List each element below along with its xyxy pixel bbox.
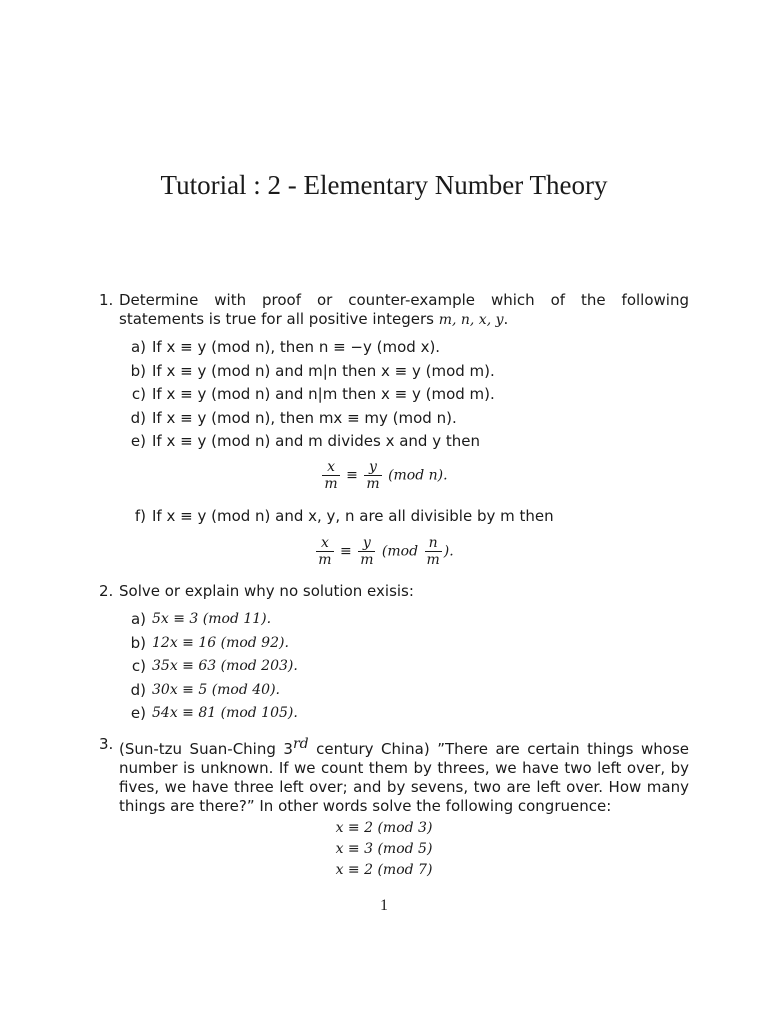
item-text: 5x ≡ 3 (mod 11). bbox=[152, 611, 272, 627]
denominator: m bbox=[426, 552, 440, 568]
list-item bbox=[99, 632, 689, 656]
question-text-part: century China) ”There are certain things whose number is unknown. If we count them by threes, we have two left over, by fives, we have three left over; and by sevens, two are left over. How many things are there?” In other words solve the following congruence: bbox=[119, 740, 689, 815]
list-item bbox=[99, 505, 689, 529]
item-label: e) bbox=[130, 432, 146, 450]
numerator: y bbox=[358, 535, 375, 552]
modulus-text: (mod n). bbox=[388, 467, 448, 484]
list-item bbox=[99, 430, 689, 454]
question-2 bbox=[99, 582, 689, 601]
item-text: If x ≡ y (mod n) and m|n then x ≡ y (mod m). bbox=[152, 361, 495, 380]
congruence-line: x ≡ 2 (mod 3) bbox=[335, 820, 433, 836]
list-item bbox=[99, 702, 689, 726]
item-text: If x ≡ y (mod n) and x, y, n are all divisible by m then bbox=[152, 507, 554, 525]
item-text: If x ≡ y (mod n), then mx ≡ my (mod n). bbox=[152, 408, 457, 427]
display-equation-f bbox=[0, 535, 768, 568]
page-title: Tutorial : 2 - Elementary Number Theory bbox=[160, 170, 608, 200]
question-number: 2. bbox=[99, 582, 114, 600]
question-text-part: (Sun-tzu Suan-Ching 3 bbox=[119, 740, 293, 758]
fraction bbox=[364, 459, 381, 492]
question-text bbox=[119, 735, 689, 816]
modulus-open: (mod bbox=[381, 543, 419, 560]
q2-items bbox=[99, 608, 689, 726]
congruence-line: x ≡ 2 (mod 7) bbox=[335, 862, 433, 878]
denominator: m bbox=[366, 476, 380, 492]
congruence-symbol: ≡ bbox=[340, 543, 352, 560]
question-1 bbox=[99, 291, 689, 330]
congruence-line: x ≡ 3 (mod 5) bbox=[335, 841, 433, 857]
numerator: x bbox=[322, 459, 339, 476]
question-text: Solve or explain why no solution exisis: bbox=[119, 582, 414, 600]
item-label: b) bbox=[130, 361, 146, 380]
item-label: d) bbox=[130, 408, 146, 427]
numerator: y bbox=[364, 459, 381, 476]
q1-items-a-e bbox=[99, 336, 689, 454]
list-item bbox=[99, 360, 689, 384]
question-intro: Determine with proof or counter-example which of the following statements is true for all positive integers bbox=[119, 291, 689, 328]
item-label: d) bbox=[130, 680, 146, 699]
item-label: a) bbox=[130, 338, 146, 356]
item-label: a) bbox=[130, 610, 146, 628]
item-label: b) bbox=[130, 633, 146, 652]
item-text: If x ≡ y (mod n) and n|m then x ≡ y (mod m). bbox=[152, 385, 495, 403]
modulus-close: ). bbox=[443, 543, 454, 560]
denominator: m bbox=[318, 552, 332, 568]
item-text: If x ≡ y (mod n) and m divides x and y then bbox=[152, 432, 480, 450]
list-item bbox=[99, 655, 689, 679]
congruence-symbol: ≡ bbox=[346, 467, 358, 484]
question-3 bbox=[99, 735, 689, 816]
list-item bbox=[99, 336, 689, 360]
question-number: 1. bbox=[99, 291, 114, 309]
list-item bbox=[99, 383, 689, 407]
q1-item-f bbox=[99, 505, 689, 529]
list-item bbox=[99, 679, 689, 703]
item-label: c) bbox=[131, 657, 146, 675]
item-text: 30x ≡ 5 (mod 40). bbox=[152, 681, 281, 698]
list-item bbox=[99, 608, 689, 632]
display-equation-e bbox=[0, 459, 768, 492]
item-label: f) bbox=[134, 507, 146, 525]
variable-list: m, n, x, y bbox=[438, 312, 504, 328]
congruence-system bbox=[0, 818, 768, 881]
list-item bbox=[99, 407, 689, 431]
fraction bbox=[316, 535, 333, 568]
numerator: x bbox=[316, 535, 333, 552]
ordinal-superscript: rd bbox=[292, 736, 309, 752]
denominator: m bbox=[360, 552, 374, 568]
fraction bbox=[322, 459, 339, 492]
item-label: e) bbox=[130, 704, 146, 722]
fraction bbox=[358, 535, 375, 568]
item-text: If x ≡ y (mod n), then n ≡ −y (mod x). bbox=[152, 338, 441, 356]
denominator: m bbox=[324, 476, 338, 492]
numerator: n bbox=[425, 535, 442, 552]
question-text: Determine with proof or counter-example which of the following statements is true for all positive integers m, n, x, y. bbox=[119, 291, 689, 328]
item-text: 54x ≡ 81 (mod 105). bbox=[152, 705, 298, 721]
page-number: 1 bbox=[380, 897, 388, 914]
question-number: 3. bbox=[99, 735, 114, 753]
item-text: 12x ≡ 16 (mod 92). bbox=[152, 634, 289, 651]
item-label: c) bbox=[131, 385, 146, 403]
fraction bbox=[425, 535, 442, 568]
item-text: 35x ≡ 63 (mod 203). bbox=[152, 658, 298, 674]
